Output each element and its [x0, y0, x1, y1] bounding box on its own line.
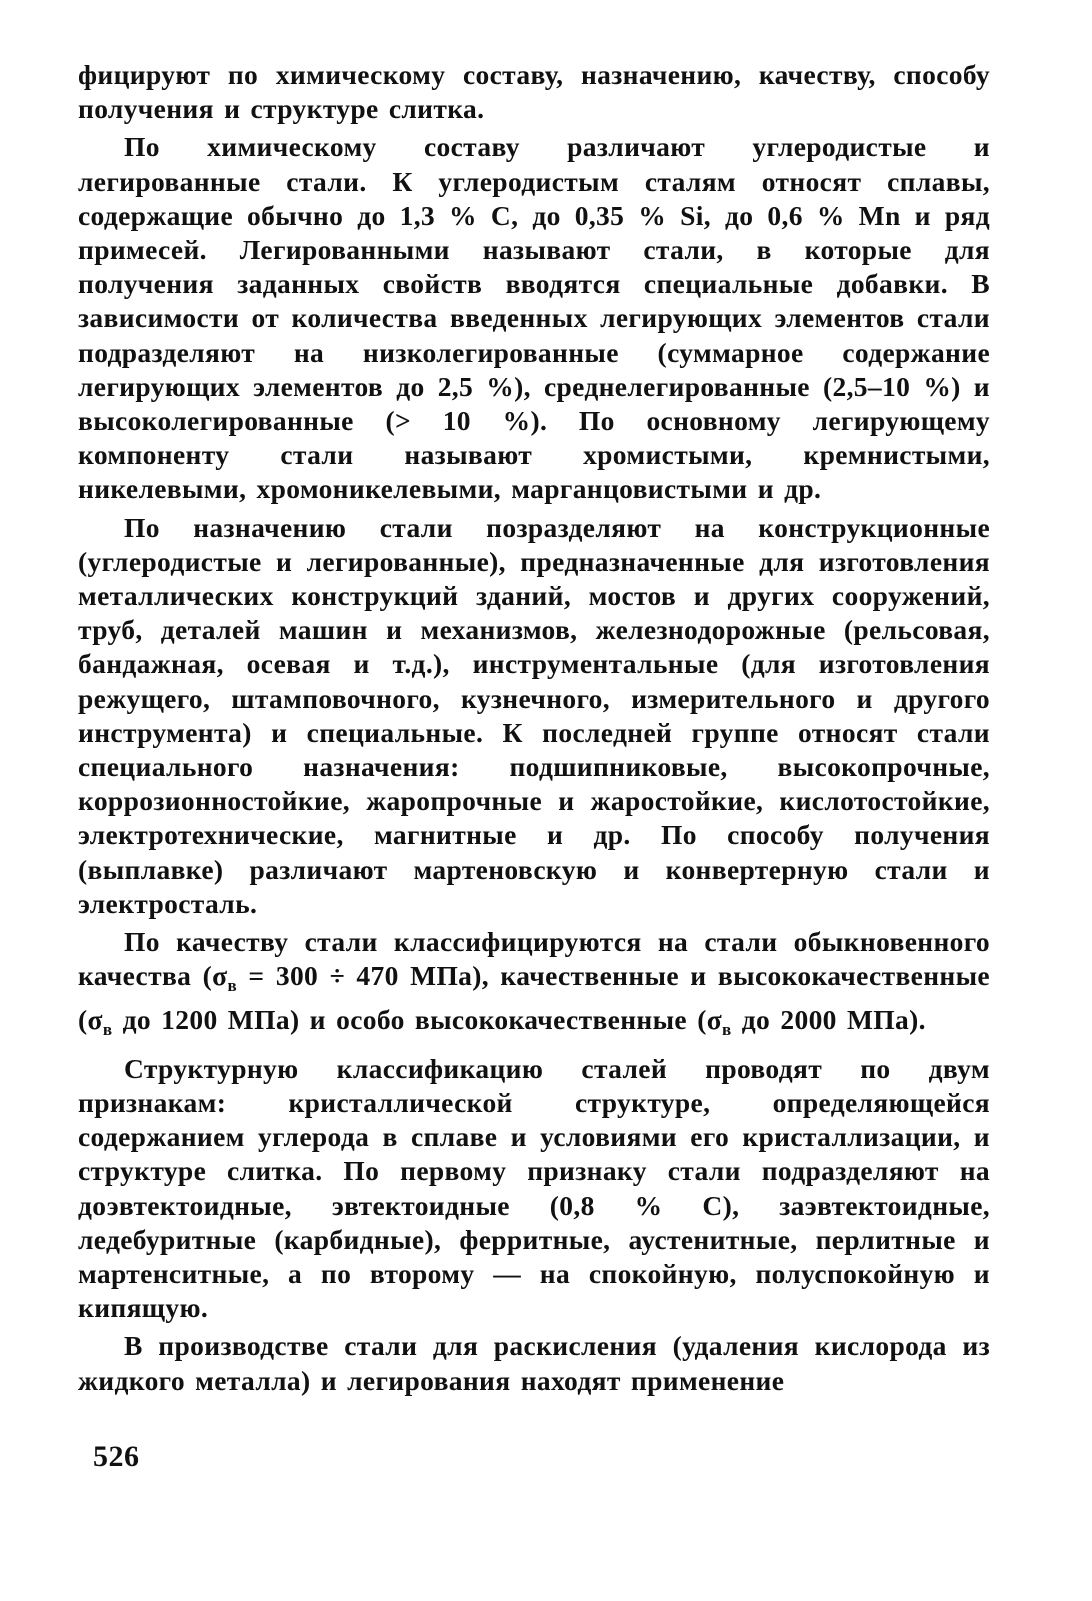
paragraph-deoxidation: В производстве стали для раскисления (удаления кислорода из жидкого металла) и легирования находят применение	[78, 1330, 990, 1396]
paragraph-structure-text-2: (0,8 % С), заэвтектоидные, ледебуритные (карбидные), ферритные, аустенитные, перлитные и мартенситные, а по второму — на спокойную, полуспокойную и кипящую.	[78, 1189, 990, 1324]
paragraph-chemical-composition: По химическому составу различают углеродистые и легированные стали. К углеродистым сталям относят сплавы, содержащие обычно до 1,3 % С, до 0,35 % Si, до 0,6 % Мn и ряд примесей. Легированными называют стали, в которые для получения заданных свойств вводятся специальные добавки. В зависимости от количества введенных легирующих элементов стали подразделяют на низколегированные (суммарное содержание легирующих элементов до 2,5 %), среднелегированные (2,5–10 %) и высоколегированные (> 10 %). По основному легирующему компоненту стали называют хромистыми, кремнистыми, никелевыми, хромоникелевыми, марганцовистыми и др.	[78, 131, 990, 505]
paragraph-quality	[78, 925, 990, 1048]
page-number: 526	[93, 1440, 140, 1473]
sigma-subscript: в	[722, 1020, 732, 1040]
paragraph-quality-text-1: По качеству стали классифицируются на стали обыкновенного качества (σ	[78, 926, 990, 992]
paragraph-continuation: фицируют по химическому составу, назначению, качеству, способу получения и структуре слитка.	[78, 59, 990, 125]
paragraph-quality-text-4: до 2000 МПа).	[731, 1004, 926, 1036]
paragraph-purpose-text-1: По назначению стали позразделяют на конструкционные (углеродистые и легированные),	[78, 511, 990, 577]
paragraph-structure-emphasis: эвтектоидные	[331, 1189, 510, 1221]
page-body	[78, 58, 990, 1402]
paragraph-quality-text-2: = 300 ÷ 470 МПа), качественные и высококачественные (σ	[78, 960, 990, 1036]
paragraph-structure	[78, 1052, 990, 1326]
paragraph-purpose-text-2: для изготовления металлических конструкций зданий, мостов и других сооружений, труб, деталей машин и механизмов, железнодорожные (рельсовая, бандажная, осевая и т.д.), инструментальные (для изготовления режущего, штамповочного, кузнечного, измерительного и другого инструмента) и специальные. К последней группе относят стали специального назначения: подшипниковые, высокопрочные, коррозионностойкие, жаропрочные и жаростойкие, кислотостойкие, электротехнические, магнитные и др. По способу получения (выплавке) различают мартеновскую и конвертерную стали и электросталь.	[78, 545, 990, 919]
sigma-subscript: в	[227, 976, 238, 996]
sigma-subscript: в	[102, 1020, 113, 1040]
paragraph-purpose-emphasis: предназначенные	[520, 545, 745, 577]
paragraph-structure-text-1: Структурную классификацию сталей проводят по двум признакам: кристаллической структуре, определяющейся содержанием углерода в сплаве и условиями его кристаллизации, и структуре слитка. По первому признаку стали подразделяют на доэвтектоидные,	[78, 1052, 990, 1221]
paragraph-quality-text-3: до 1200 МПа) и особо высококачественные (σ	[112, 1004, 723, 1036]
paragraph-purpose	[78, 511, 990, 921]
